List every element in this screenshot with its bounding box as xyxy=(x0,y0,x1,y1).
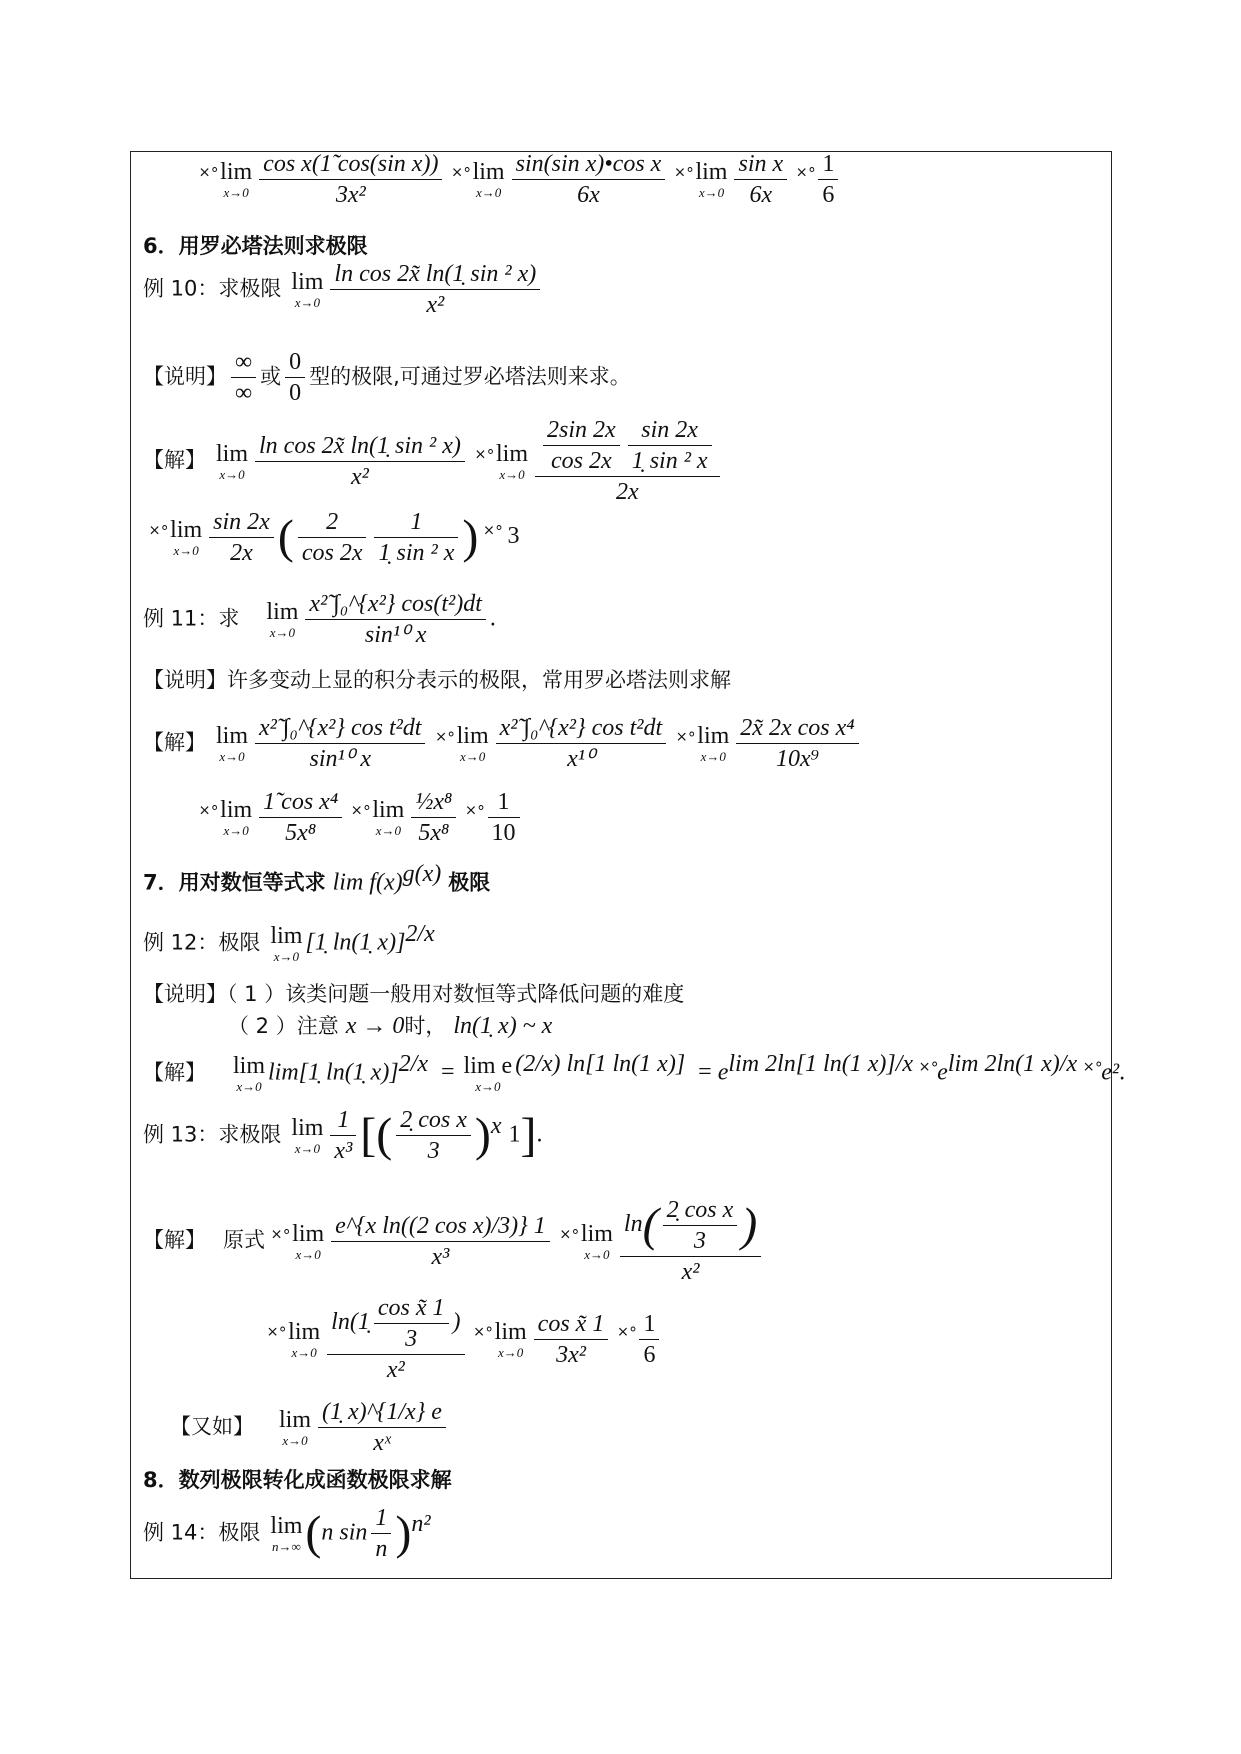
cont-solution-line: ˟˚ lim x→0 $\frac{\text{cos x(1̃ cos(sin x))}}{\text{3x²}}$ ˟˚ lim x→0 $\frac{\text{sin(sin x)•cos x}}{6x}$ ˟˚ lim x→0 $\frac{\text{sin x}}{6x}$ ˟˚ $\frac{1}{6}$ xyxy=(200,152,842,207)
fraction: $\frac{\text{1̃ cos x⁴}}{\text{5x⁸}}$ xyxy=(259,790,342,845)
example-13: 例 13：求极限 lim x→0 $\frac{1}{\text{x³}}$ [( $\frac{\text{2̣ cos x}}{3}$ )$^x$ 1]. xyxy=(143,1107,543,1164)
also-example: 【又如】 lim x→0 $\frac{(1̣ x)\^{}\{1/x\} e}{\text{xˣ}}$ xyxy=(170,1400,450,1455)
fraction: $\frac{\text{sin(sin x)•cos x}}{6x}$ xyxy=(512,152,666,207)
sym: ˟˚ xyxy=(200,165,218,192)
fraction-inf: $\frac{\infty}{\infty}$ xyxy=(231,350,256,405)
fraction: ln( $\frac{\text{2̣ cos x}}{3}$ ) x² xyxy=(620,1198,761,1284)
section-heading-8: 8．数列极限转化成函数极限求解 xyxy=(143,1468,452,1492)
example-10: 例 10：求极限 lim x→0 $\frac{\text{ln cos 2x̃ ln(1̣ sin ² x)}}{\text{x²}}$ xyxy=(143,262,544,317)
fraction: $\frac{\text{½x⁸}}{\text{5x⁸}}$ xyxy=(411,790,456,845)
fraction: $\frac{\text{ln cos 2x̃ ln(1̣ sin ² x)}}{\text{x²}}$ xyxy=(255,434,465,489)
compound-fraction: $\frac{2\sin 2x}{\cos 2x}$ $\frac{\sin 2x}{\text{1̣ sin ² x}}$ 2x xyxy=(535,418,720,504)
example-11: 例 11：求 lim x→0 $\frac{\text{x²̃ ∫₀\textasciicircum{}\{x²\} cos(t²)dt}}{\text{sin¹⁰ x}}$ . xyxy=(143,591,496,648)
example-14: 例 14：极限 lim n→∞ (n sin $\frac{1}{n}$ )$^{n^2}$ xyxy=(143,1505,431,1562)
fraction: $\frac{\text{x²̃ ∫₀\textasciicircum{}\{x²\} cos(t²)dt}}{\text{sin¹⁰ x}}$ xyxy=(305,592,485,647)
fraction: $\frac{1}{\text{x³}}$ xyxy=(330,1108,356,1163)
fraction: ln(1̣ $\frac{\text{cos x̃ 1}}{3}$ ) x² xyxy=(327,1296,464,1382)
solution-13-b: ˟˚ lim x→0 ln(1̣ $\frac{\text{cos x̃ 1}}{3}$ ) x² ˟˚ lim x→0 $\frac{\text{cos x̃ 1}}{\text{3x²}}$ ˟˚ $\frac{1}{6}$ xyxy=(268,1296,663,1382)
section-heading-6: 6．用罗必塔法则求极限 xyxy=(143,234,368,258)
section-heading-7: 7．用对数恒等式求 $\lim f(x)^{g(x)}$ 极限 xyxy=(143,861,491,896)
example-12: 例 12：极限 lim x→0 [1̣ ln(1̣ x)]$^{2/x}$ xyxy=(143,921,435,964)
fraction-zero: $\frac{0}{0}$ xyxy=(285,350,305,405)
solution-12: 【解】 lim x→0 lim[1̣ ln(1̣ x)]$^{2/x}$ = lim e x→0 $^{(2/x) ln[1 ln(1 x)]} = e^{lim 2ln[1 ln(1 x)]/x}$ $˟˚e^{lim 2ln(1 x)/x}$ ˟˚e². xyxy=(143,1051,1126,1094)
fraction: $\frac{\text{2x̃ 2x cos x⁴}}{\text{10x⁹}}$ xyxy=(736,716,858,771)
fraction: $\frac{\text{x²̃ ∫₀\textasciicircum{}\{x²\} cos t²dt}}{\text{x¹⁰}}$ xyxy=(496,716,666,771)
solution-10-a: 【解】 lim x→0 $\frac{\text{ln cos 2x̃ ln(1̣ sin ² x)}}{\text{x²}}$ ˟˚ lim x→0 $\frac{2\sin 2x}{\cos 2x}$ $\frac{\sin 2x}{\text{1̣ sin ² x}}$ 2x xyxy=(143,418,724,504)
fraction: $\frac{1}{6}$ xyxy=(818,152,838,207)
fraction: $\frac{\text{sin x}}{6x}$ xyxy=(734,152,787,207)
note-12b: （ 2 ）注意 x → 0时， ln(1̣ x) ~ x xyxy=(228,1013,553,1039)
solution-11-b: ˟˚ lim x→0 $\frac{\text{1̃ cos x⁴}}{\text{5x⁸}}$ ˟˚ lim x→0 $\frac{\text{½x⁸}}{\text{5x⁸}}$ ˟˚ $\frac{1}{10}$ xyxy=(200,790,524,845)
fraction: $\frac{1}{n}$ xyxy=(371,1506,391,1561)
solution-13-a: 【解】 原式 ˟˚ lim x→0 $\frac{\text{e\textasciicircum{}\{x ln((2 cos x)/3)\} 1}}{\text{x³}}$ ˟˚ lim x→0 ln( $\frac{\text{2̣ cos x}}{3}$ ) x² xyxy=(143,1198,765,1284)
fraction: $\frac{\text{e\textasciicircum{}\{x ln((2 cos x)/3)\} 1}}{\text{x³}}$ xyxy=(331,1214,550,1269)
solution-11-a: 【解】 lim x→0 $\frac{\text{x²̃ ∫₀\textasciicircum{}\{x²\} cos t²dt}}{\text{sin¹⁰ x}}$ ˟˚ lim x→0 $\frac{\text{x²̃ ∫₀\textasciicircum{}\{x²\} cos t²dt}}{\text{x¹⁰}}$ ˟˚ lim x→0 $\frac{\text{2x̃ 2x cos x⁴}}{\text{10x⁹}}$ xyxy=(143,716,863,771)
solution-10-b: ˟˚ lim x→0 $\frac{\sin 2x}{2x}$ ( $\frac{2}{\cos 2x}$ $\frac{1}{\text{1̣ sin ² x}}$ ) ˟˚ 3 xyxy=(150,509,520,566)
fraction: $\frac{\text{ln cos 2x̃ ln(1̣ sin ² x)}}{\text{x²}}$ xyxy=(330,262,540,317)
fraction: $\frac{\text{x²̃ ∫₀\textasciicircum{}\{x²\} cos t²dt}}{\text{sin¹⁰ x}}$ xyxy=(255,716,425,771)
fraction: $\frac{\text{cos x̃ 1}}{\text{3x²}}$ xyxy=(534,1312,609,1367)
note-11: 【说明】许多变动上显的积分表示的极限，常用罗必塔法则求解 xyxy=(143,668,731,692)
fraction: $\frac{\sin 2x}{2x}$ xyxy=(209,510,274,565)
fraction: $\frac{1}{6}$ xyxy=(639,1312,659,1367)
fraction: $\frac{\text{cos x(1̃ cos(sin x))}}{\text{3x²}}$ xyxy=(259,152,442,207)
note-12a: 【说明】（ 1 ）该类问题一般用对数恒等式降低问题的难度 xyxy=(143,982,685,1006)
fraction: $\frac{(1̣ x)\^{}\{1/x\} e}{\text{xˣ}}$ xyxy=(318,1400,446,1455)
note-10: 【说明】 $\frac{\infty}{\infty}$ 或 $\frac{0}{0}$ 型的极限,可通过罗必塔法则来求。 xyxy=(143,349,631,406)
lim: lim x→0 xyxy=(220,159,253,200)
fraction: $\frac{1}{10}$ xyxy=(488,790,520,845)
